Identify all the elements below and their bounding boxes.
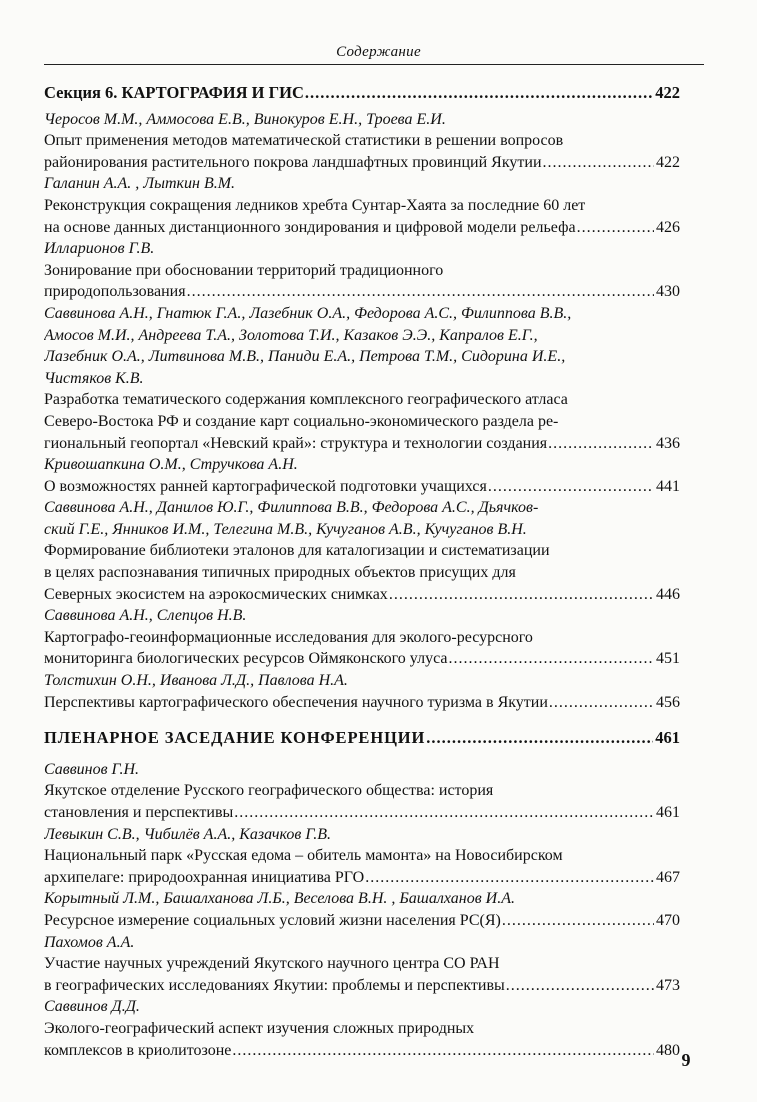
entry-leader-line — [44, 217, 680, 239]
toc-entry — [44, 109, 680, 174]
entry-leader-line — [44, 1040, 680, 1062]
dot-leader — [506, 975, 654, 997]
entry-title-line: на основе данных дистанционного зондирования и цифровой модели рельефа — [44, 218, 576, 236]
toc-entry — [44, 605, 680, 670]
entry-leader-line — [44, 584, 680, 606]
dot-leader — [234, 802, 654, 824]
section-title: Секция 6. КАРТОГРАФИЯ И ГИС — [44, 83, 304, 102]
entry-title-line: Реконструкция сокращения ледников хребта Сунтар-Хаята за последние 60 лет — [44, 196, 586, 214]
toc-entry — [44, 497, 680, 605]
entry-page: 456 — [656, 693, 680, 711]
entry-authors: Чистяков К.В. — [44, 369, 144, 387]
entry-leader-line — [44, 476, 680, 498]
dot-leader — [577, 217, 654, 239]
entry-page: 473 — [656, 976, 680, 994]
toc-entry — [44, 454, 680, 497]
entry-title-line: Перспективы картографического обеспечения научного туризма в Якутии — [44, 693, 548, 711]
entry-page: 480 — [656, 1041, 680, 1059]
entry-page: 446 — [656, 585, 680, 603]
plenary-page: 461 — [655, 728, 680, 748]
toc-entry — [44, 996, 680, 1061]
toc-entry — [44, 824, 680, 889]
entry-title-line: Ресурсное измерение социальных условий жизни населения РС(Я) — [44, 911, 501, 929]
entry-title-line: архипелаге: природоохранная инициатива РГО — [44, 868, 365, 886]
entry-leader-line — [44, 152, 680, 174]
entry-title-line: О возможностях ранней картографической подготовки учащихся — [44, 477, 487, 495]
entry-authors: Лазебник О.А., Литвинова М.В., Паниди Е.А., Петрова Т.М., Сидорина И.Е., — [44, 348, 566, 366]
section-heading — [44, 82, 680, 104]
entry-authors: Саввинов Г.Н. — [44, 760, 140, 778]
section-entries — [44, 109, 680, 714]
dot-leader — [543, 152, 654, 174]
dot-leader — [548, 433, 654, 455]
entry-authors: Левыкин С.В., Чибилёв А.А., Казачков Г.В. — [44, 825, 332, 843]
dot-leader — [187, 281, 654, 303]
entry-leader-line — [44, 692, 680, 714]
entry-page: 451 — [656, 650, 680, 668]
entry-title-line: Разработка тематического содержания комплексного географического атласа — [44, 391, 568, 409]
table-of-contents — [44, 82, 680, 1061]
entry-page: 441 — [656, 477, 680, 495]
plenary-title: ПЛЕНАРНОЕ ЗАСЕДАНИЕ КОНФЕРЕНЦИИ — [44, 728, 426, 748]
dot-leader — [232, 1040, 654, 1062]
entry-page: 436 — [656, 434, 680, 452]
entry-title-line: в целях распознавания типичных природных объектов присущих для — [44, 564, 516, 582]
entry-title-line: Опыт применения методов математической статистики в решении вопросов — [44, 132, 564, 150]
entry-title-line: Зонирование при обосновании территорий традиционного — [44, 261, 444, 279]
toc-entry — [44, 238, 680, 303]
entry-authors: Саввинова А.Н., Слепцов Н.В. — [44, 607, 247, 625]
entry-title-line: Якутское отделение Русского географического общества: история — [44, 782, 494, 800]
entry-title-line: Эколого-географический аспект изучения сложных природных — [44, 1019, 475, 1037]
page-number: 9 — [681, 1050, 691, 1070]
entry-title-line: Северо-Востока РФ и создание карт социально-экономического раздела ре- — [44, 412, 559, 430]
entry-title-line: становления и перспективы — [44, 804, 234, 821]
dot-leader — [365, 867, 654, 889]
entry-title-line: мониторинга биологических ресурсов Оймяконского улуса — [44, 650, 448, 668]
entry-leader-line — [44, 802, 680, 824]
entry-leader-line — [44, 910, 680, 932]
entry-authors: Саввинова А.Н., Данилов Ю.Г., Филиппова В.В., Федорова А.С., Дьячков- — [44, 499, 539, 517]
dot-leader — [448, 648, 654, 670]
entry-authors: Корытный Л.М., Башалханова Л.Б., Веселова В.Н. , Башалханов И.А. — [44, 890, 515, 908]
toc-entry — [44, 888, 680, 931]
toc-entry — [44, 303, 680, 454]
entry-page: 422 — [656, 153, 680, 171]
entry-authors: Галанин А.А. , Лыткин В.М. — [44, 175, 236, 193]
plenary-entries — [44, 759, 680, 1061]
dot-leader — [426, 727, 653, 749]
entry-authors: Толстихин О.Н., Иванова Л.Д., Павлова Н.А. — [44, 672, 348, 690]
section-page: 422 — [655, 83, 680, 102]
entry-title-line: комплексов в криолитозоне — [44, 1041, 232, 1059]
entry-title-line: гиональный геопортал «Невский край»: структура и технологии создания — [44, 434, 548, 452]
dot-leader — [549, 692, 654, 714]
entry-page: 470 — [656, 911, 680, 929]
entry-authors: ский Г.Е., Янников И.М., Телегина М.В., Кучуганов А.В., Кучуганов В.Н. — [44, 520, 527, 538]
entry-authors: Саввинова А.Н., Гнатюк Г.А., Лазебник О.А., Федорова А.С., Филиппова В.В., — [44, 304, 572, 322]
toc-entry — [44, 173, 680, 238]
entry-title-line: Северных экосистем на аэрокосмических снимках — [44, 585, 388, 603]
entry-title-line: районирования растительного покрова ландшафтных провинций Якутии — [44, 153, 542, 171]
entry-page: 461 — [656, 804, 680, 821]
entry-authors: Амосов М.И., Андреева Т.А., Золотова Т.И., Казаков Э.Э., Капралов Е.Г., — [44, 326, 538, 344]
entry-authors: Пахомов А.А. — [44, 933, 135, 951]
entry-authors: Черосов М.М., Аммосова Е.В., Винокуров Е.Н., Троева Е.И. — [44, 110, 446, 128]
entry-title-line: природопользования — [44, 283, 186, 301]
entry-page: 430 — [656, 283, 680, 301]
running-head: Содержание — [336, 44, 421, 60]
entry-leader-line — [44, 433, 680, 455]
plenary-heading — [44, 727, 680, 749]
entry-title-line: Формирование библиотеки эталонов для каталогизации и систематизации — [44, 542, 550, 560]
entry-leader-line — [44, 975, 680, 997]
toc-entry — [44, 759, 680, 824]
header-rule — [44, 64, 704, 65]
dot-leader — [502, 910, 654, 932]
dot-leader — [305, 82, 653, 104]
toc-entry — [44, 670, 680, 713]
entry-authors: Илларионов Г.В. — [44, 240, 155, 258]
entry-leader-line — [44, 648, 680, 670]
entry-title-line: Участие научных учреждений Якутского научного центра СО РАН — [44, 955, 500, 973]
entry-leader-line — [44, 867, 680, 889]
entry-page: 426 — [656, 218, 680, 236]
toc-entry — [44, 932, 680, 997]
dot-leader — [389, 584, 654, 606]
entry-authors: Кривошапкина О.М., Стручкова А.Н. — [44, 456, 298, 474]
entry-title-line: Национальный парк «Русская едома – обитель мамонта» на Новосибирском — [44, 847, 563, 865]
entry-leader-line — [44, 281, 680, 303]
entry-title-line: в географических исследованиях Якутии: проблемы и перспективы — [44, 976, 505, 994]
entry-title-line: Картографо-геоинформационные исследования для эколого-ресурсного — [44, 628, 533, 646]
entry-page: 467 — [656, 868, 680, 886]
dot-leader — [488, 476, 654, 498]
entry-authors: Саввинов Д.Д. — [44, 998, 140, 1016]
